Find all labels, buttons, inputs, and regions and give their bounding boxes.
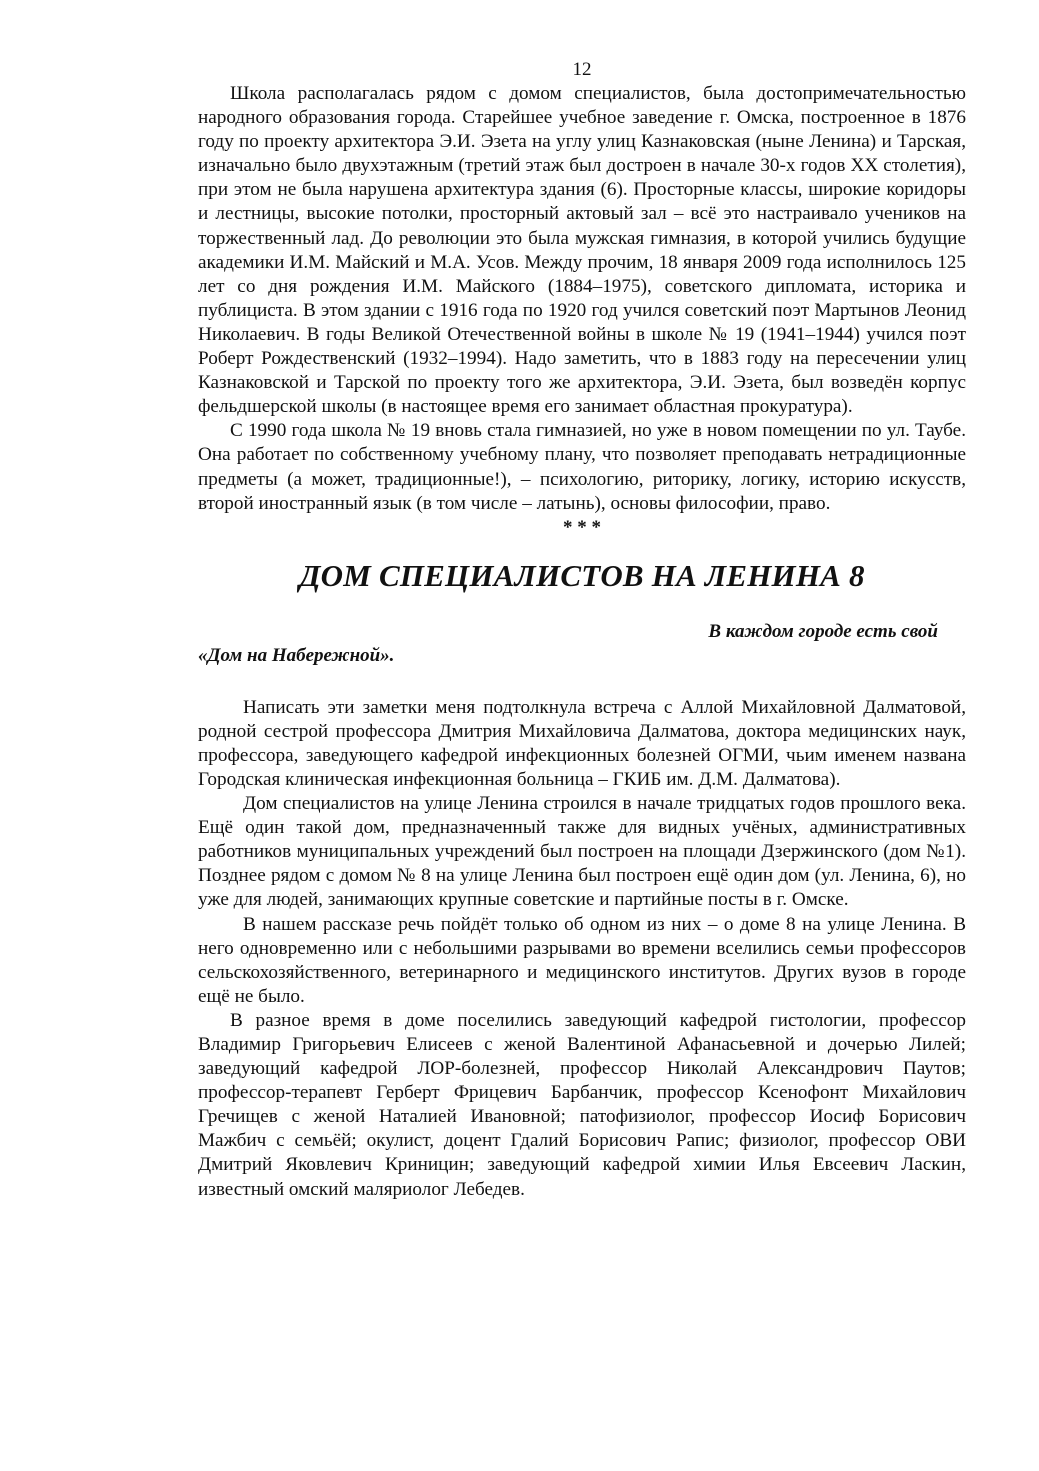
paragraph-house-history: Дом специалистов на улице Ленина строился в начале тридцатых годов прошлого века. Ещё один такой дом, предназначенный также для видных учёных, административных работников муниципальных учреждений был построен на площади Дзержинского (дом №1). Позднее рядом с домом № 8 на улице Ленина был построен ещё один дом (ул. Ленина, 6), но уже для людей, занимающих крупные советские и партийные посты в г. Омске. — [198, 793, 966, 911]
epigraph-line-1: В каждом городе есть свой — [708, 620, 938, 642]
page-number: 12 — [572, 59, 592, 80]
paragraph-intro: Написать эти заметки меня подтолкнула встреча с Аллой Михайловной Далматовой, родной сестрой профессора Дмитрия Михайловича Далматова, доктора медицинских наук, профессора, заведующего кафедрой инфекционных болезней ОГМИ, чьим именем названа Городская клиническая инфекционная больница – ГКИБ им. Д.М. Далматова). — [198, 696, 966, 790]
document-page — [198, 58, 966, 1202]
paragraph-house-8: В нашем рассказе речь пойдёт только об одном из них – о доме 8 на улице Ленина. В него одновременно или с небольшими разрывами во времени вселились семьи профессоров сельскохозяйственного, ветеринарного и медицинского институтов. Других вузов в городе ещё не было. — [198, 913, 966, 1007]
section-separator: * * * — [563, 516, 601, 538]
section-heading: ДОМ СПЕЦИАЛИСТОВ НА ЛЕНИНА 8 — [299, 557, 865, 593]
paragraph-residents: В разное время в доме поселились заведующий кафедрой гистологии, профессор Владимир Григорьевич Елисеев с женой Валентиной Афанасьевной и дочерью Лилей; заведующий кафедрой ЛОР-болезней, профессор Николай Александрович Паутов; профессор-терапевт Герберт Фрицевич Барбанчик, профессор Ксенофонт Михайлович Гречищев с женой Наталией Ивановной; патофизиолог, профессор Иосиф Борисович Мажбич с семьёй; окулист, доцент Гдалий Борисович Рапис; физиолог, профессор ОВИ Дмитрий Яковлевич Криницин; заведующий кафедрой химии Илья Евсеевич Ласкин, известный омский маляриолог Лебедев. — [198, 1009, 966, 1200]
paragraph-school-history: Школа располагалась рядом с домом специалистов, была достопримечательностью народного образования города. Старейшее учебное заведение г. Омска, построенное в 1876 году по проекту архитектора Э.И. Эзета на углу улиц Казнаковская (ныне Ленина) и Тарская, изначально было двухэтажным (третий этаж был достроен в начале 30-х годов ХХ столетия), при этом не была нарушена архитектура здания (6). Просторные классы, широкие коридоры и лестницы, высокие потолки, просторный актовый зал – всё это настраивало учеников на торжественный лад. До революции это была мужская гимназия, в которой учились будущие академики И.М. Майский и М.А. Усов. Между прочим, 18 января 2009 года исполнилось 125 лет со дня рождения И.М. Майского (1884–1975), советского дипломата, историка и публициста. В этом здании с 1916 года по 1920 год учился советский поэт Мартынов Леонид Николаевич. В годы Великой Отечественной войны в школе № 19 (1941–1944) учился поэт Роберт Рождественский (1932–1994). Надо заметить, что в 1883 году на пересечении улиц Казнаковской и Тарской по проекту того же архитектора, Э.И. Эзета, был возведён корпус фельдшерской школы (в настоящее время его занимает областная прокуратура). — [198, 83, 966, 418]
epigraph-line-2: «Дом на Набережной». — [198, 644, 395, 666]
spacer — [198, 668, 966, 696]
paragraph-school-1990: С 1990 года школа № 19 вновь стала гимназией, но уже в новом помещении по ул. Таубе. Она работает по собственному учебному плану, что позволяет преподавать нетрадиционные предметы (а может, традиционные!), – психологию, риторику, логику, историю искусств, второй иностранный язык (в том числе – латынь), основы философии, право. — [198, 420, 966, 514]
